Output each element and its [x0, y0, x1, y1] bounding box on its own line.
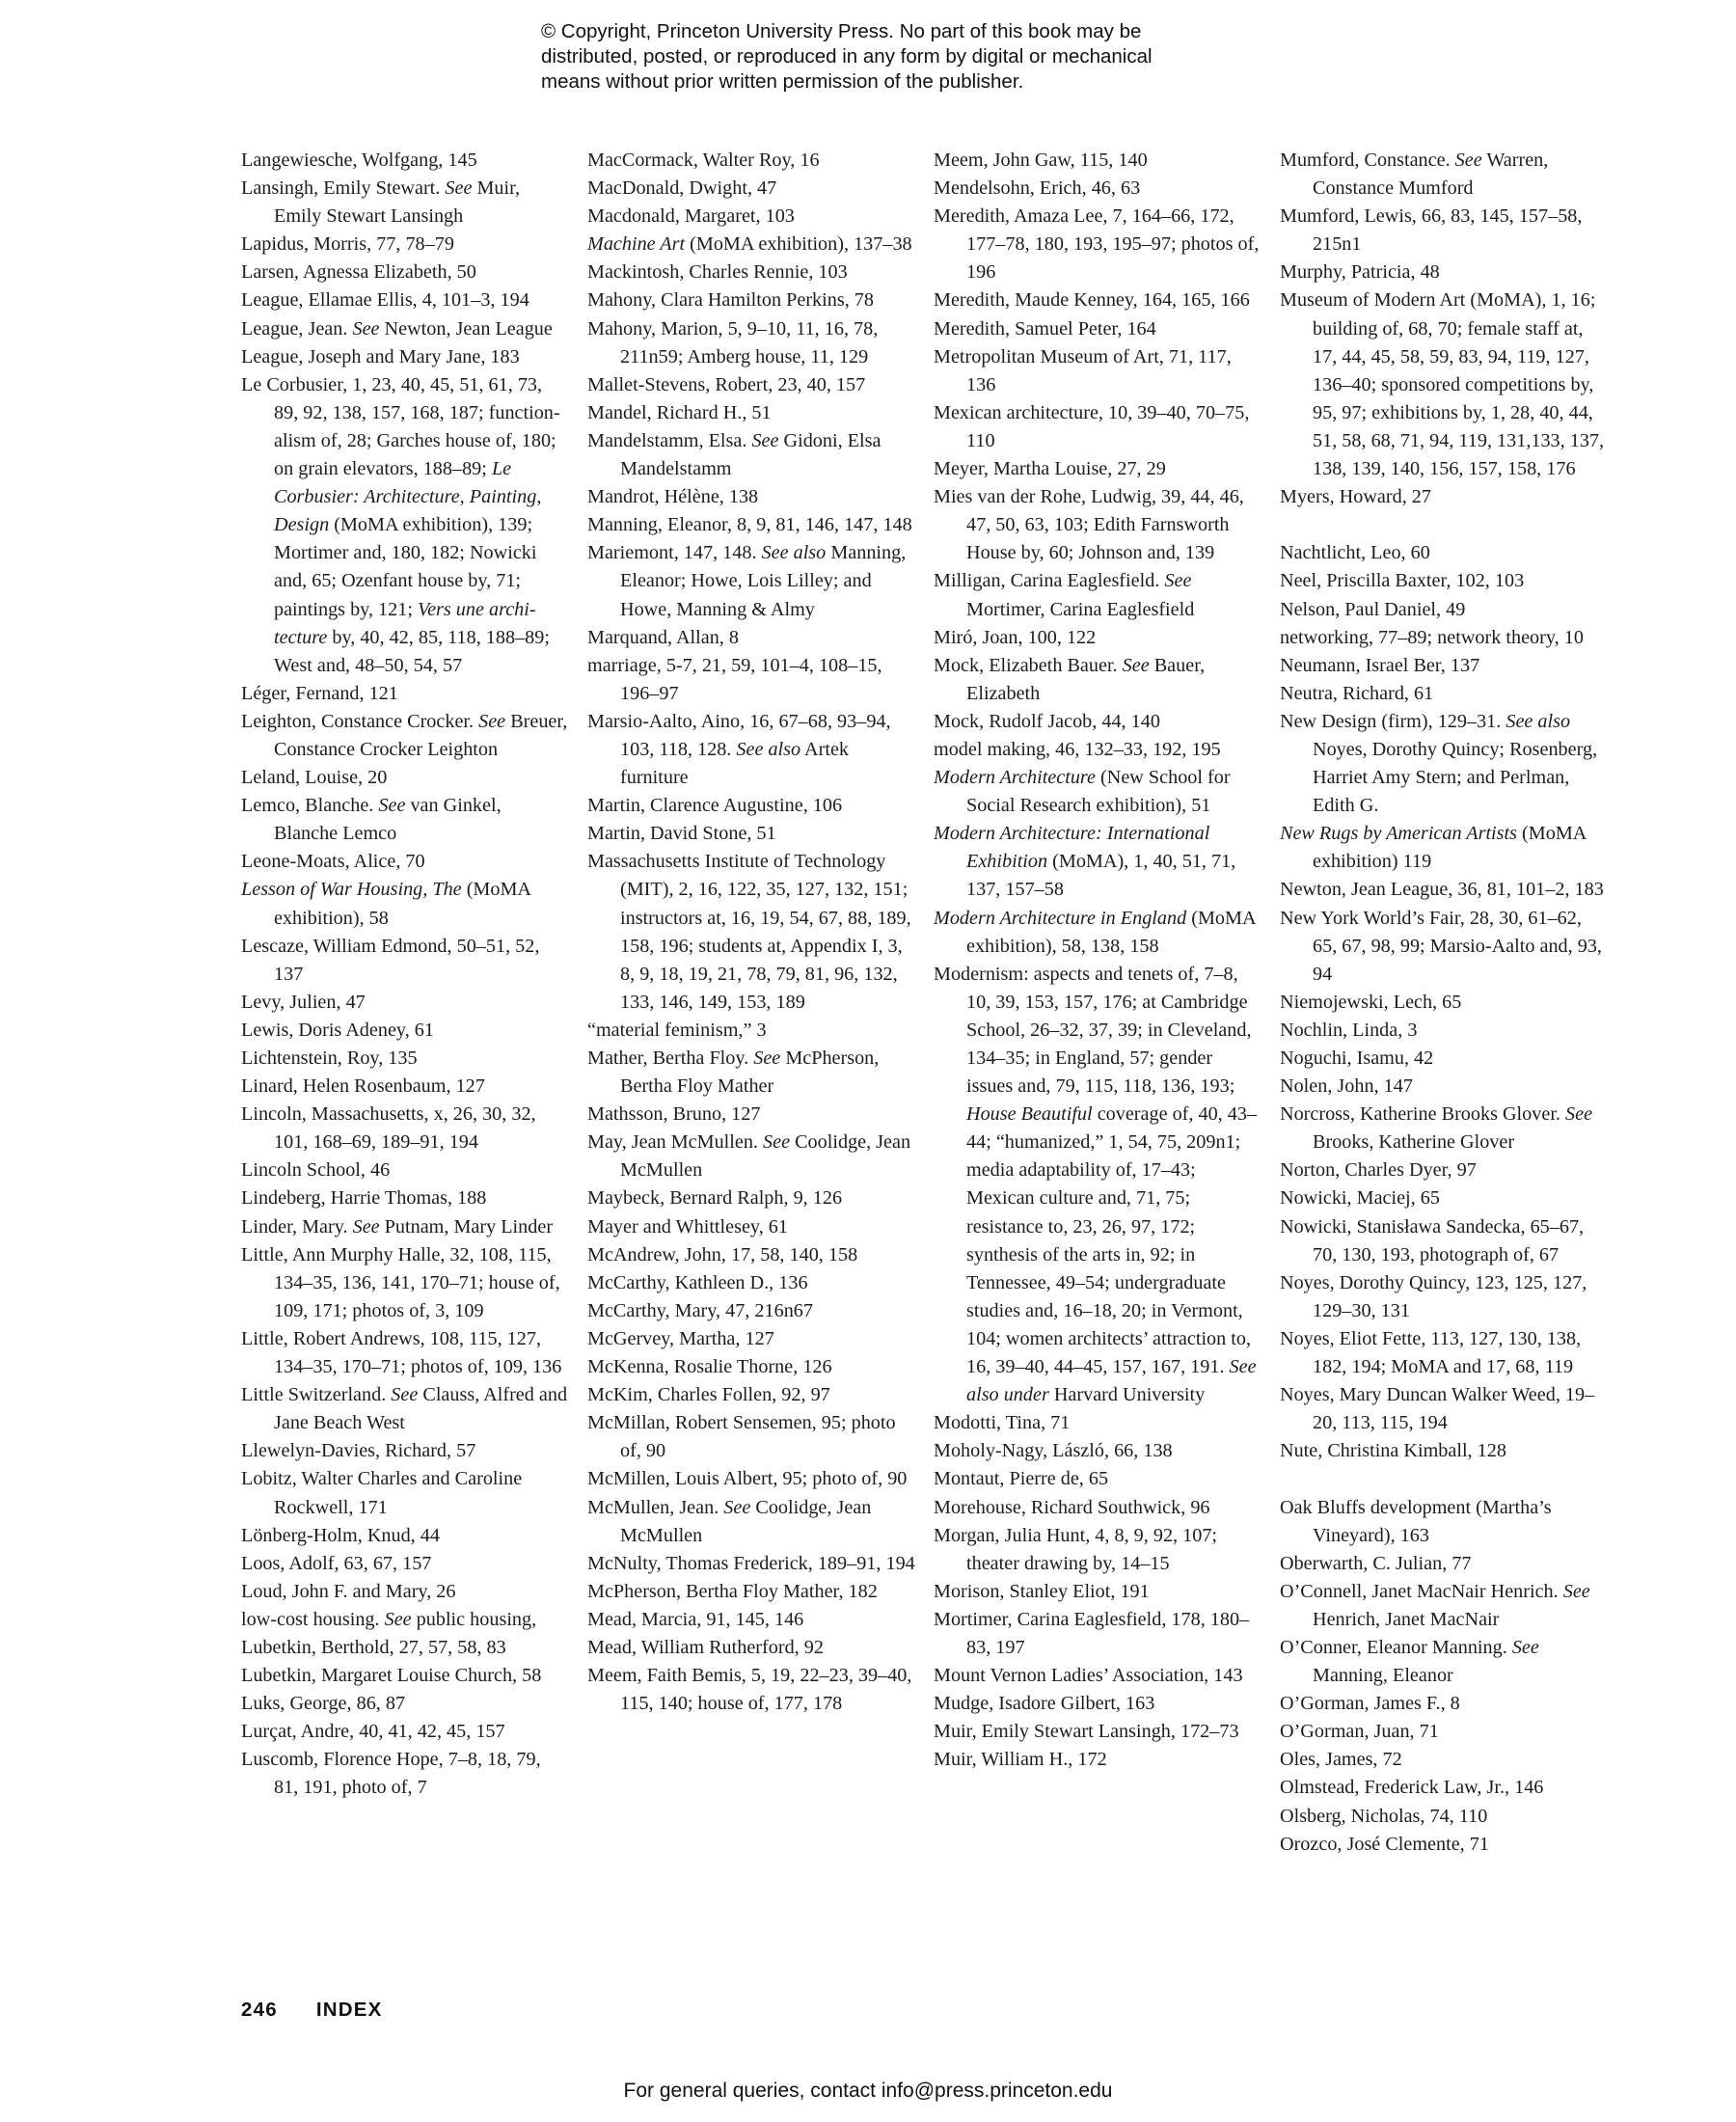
index-entry: Lescaze, William Edmond, 50–51, 52, 137 — [241, 935, 540, 985]
index-entry: Leone-Moats, Alice, 70 — [241, 851, 425, 873]
index-entry: Mendelsohn, Erich, 46, 63 — [934, 177, 1141, 200]
index-entry: Norcross, Katherine Brooks Glover. See Brooks, Katherine Glover — [1280, 1103, 1593, 1154]
index-entry: MacCormack, Walter Roy, 16 — [587, 150, 820, 171]
index-entry: Milligan, Carina Eaglesfield. See Mortimer, Carina Eaglesfield — [934, 570, 1195, 620]
index-entry: Le Corbusier, 1, 23, 40, 45, 51, 61, 73, 89, 92, 138, 157, 168, 187; functionalism of, 28; Garches house of, 180; on grain elevators, 188–89; Le Corbusier: Architecture, Painting, Design (MoMA exhibition), 139; Mortimer and, 180, 182; Nowicki and, 65; Ozenfant house by, 71; paintings by, 121; Vers une architecture by, 40, 42, 85, 118, 188–89; West and, 48–50, 54, 57 — [241, 373, 560, 676]
index-entry: Morgan, Julia Hunt, 4, 8, 9, 92, 107; theater drawing by, 14–15 — [934, 1524, 1218, 1574]
index-entry: Oak Bluffs development (Martha’s Vineyard), 163 — [1280, 1496, 1552, 1546]
index-entry: Lemco, Blanche. See van Ginkel, Blanche Lemco — [241, 795, 502, 845]
copyright-line: means without prior written permission of the publisher. — [541, 70, 1024, 93]
index-entry: Modern Architecture: International Exhibition (MoMA), 1, 40, 51, 71, 137, 157–58 — [934, 823, 1236, 901]
index-entry: Mies van der Rohe, Ludwig, 39, 44, 46, 47, 50, 63, 103; Edith Farnsworth House by, 60; Johnson and, 139 — [934, 486, 1244, 564]
index-entry: McKenna, Rosalie Thorne, 126 — [587, 1356, 832, 1378]
index-entry: Lönberg-Holm, Knud, 44 — [241, 1524, 440, 1546]
index-entry: Marquand, Allan, 8 — [587, 626, 739, 648]
copyright-notice — [541, 19, 1235, 95]
index-entry: Niemojewski, Lech, 65 — [1280, 991, 1462, 1013]
index-entry: Loud, John F. and Mary, 26 — [241, 1580, 456, 1602]
index-entry: Neumann, Israel Ber, 137 — [1280, 654, 1480, 676]
index-entry: Oberwarth, C. Julian, 77 — [1280, 1552, 1472, 1574]
index-entry: O’Gorman, Juan, 71 — [1280, 1721, 1439, 1743]
page-folio — [241, 1999, 382, 2022]
index-column — [587, 147, 915, 1718]
copyright-line: distributed, posted, or reproduced in any form by digital or mechanical — [541, 45, 1153, 68]
index-entry: Montaut, Pierre de, 65 — [934, 1468, 1109, 1490]
index-entry: Marsio-Aalto, Aino, 16, 67–68, 93–94, 103, 118, 128. See also Artek furniture — [587, 710, 891, 789]
index-entry: Muir, Emily Stewart Lansingh, 172–73 — [934, 1721, 1239, 1743]
index-entry: Mead, Marcia, 91, 145, 146 — [587, 1608, 804, 1630]
index-entry: Meem, John Gaw, 115, 140 — [934, 150, 1148, 171]
index-entry: McAndrew, John, 17, 58, 140, 158 — [587, 1243, 858, 1265]
index-entry: MacDonald, Dwight, 47 — [587, 177, 777, 200]
index-entry: Lubetkin, Margaret Louise Church, 58 — [241, 1665, 542, 1687]
index-entry: Langewiesche, Wolfgang, 145 — [241, 150, 477, 171]
index-entry: Llewelyn-Davies, Richard, 57 — [241, 1440, 476, 1462]
index-column — [241, 147, 569, 1803]
index-entry: Oles, James, 72 — [1280, 1749, 1402, 1771]
index-entry: Meredith, Maude Kenney, 164, 165, 166 — [934, 289, 1250, 312]
index-entry: Meredith, Amaza Lee, 7, 164–66, 172, 177–78, 180, 193, 195–97; photos of, 196 — [934, 205, 1260, 284]
index-entry: Mahony, Marion, 5, 9–10, 11, 16, 78, 211n59; Amberg house, 11, 129 — [587, 317, 879, 367]
index-entry: Mandrot, Hélène, 138 — [587, 486, 759, 508]
index-entry: Mandel, Richard H., 51 — [587, 401, 772, 423]
index-entry: Nelson, Paul Daniel, 49 — [1280, 598, 1466, 620]
index-entry: Lincoln School, 46 — [241, 1159, 391, 1182]
index-entry: Leighton, Constance Crocker. See Breuer, Constance Crocker Leighton — [241, 710, 568, 760]
index-entry: Machine Art (MoMA exhibition), 137–38 — [587, 233, 912, 256]
index-entry: McGervey, Martha, 127 — [587, 1327, 774, 1349]
index-entry: Maybeck, Bernard Ralph, 9, 126 — [587, 1187, 843, 1210]
index-entry: Luscomb, Florence Hope, 7–8, 18, 79, 81, 191, photo of, 7 — [241, 1749, 541, 1799]
index-entry: model making, 46, 132–33, 192, 195 — [934, 738, 1221, 760]
page-number: 246 — [241, 1999, 278, 2021]
index-entry: Murphy, Patricia, 48 — [1280, 261, 1440, 284]
index-columns — [0, 147, 1736, 1912]
index-entry: Mount Vernon Ladies’ Association, 143 — [934, 1665, 1243, 1687]
index-entry: McCarthy, Mary, 47, 216n67 — [587, 1299, 813, 1321]
index-entry: New York World’s Fair, 28, 30, 61–62, 65, 67, 98, 99; Marsio-Aalto and, 93, 94 — [1280, 907, 1602, 985]
index-entry: Martin, David Stone, 51 — [587, 823, 776, 845]
index-entry: Mumford, Lewis, 66, 83, 145, 157–58, 215n1 — [1280, 205, 1583, 256]
index-entry: League, Joseph and Mary Jane, 183 — [241, 345, 520, 367]
index-entry: Linard, Helen Rosenbaum, 127 — [241, 1075, 485, 1098]
index-entry: Modern Architecture in England (MoMA exhibition), 58, 138, 158 — [934, 907, 1256, 957]
index-entry: Nowicki, Stanisława Sandecka, 65–67, 70, 130, 193, photograph of, 67 — [1280, 1215, 1585, 1265]
index-entry: Mandelstamm, Elsa. See Gidoni, Elsa Mandelstamm — [587, 429, 882, 480]
index-entry: Neel, Priscilla Baxter, 102, 103 — [1280, 570, 1525, 592]
index-entry: Nowicki, Maciej, 65 — [1280, 1187, 1440, 1210]
index-entry: Mock, Elizabeth Bauer. See Bauer, Elizabeth — [934, 654, 1206, 704]
index-entry: May, Jean McMullen. See Coolidge, Jean McMullen — [587, 1131, 911, 1182]
index-entry: New Rugs by American Artists (MoMA exhibition) 119 — [1280, 823, 1587, 873]
index-entry: Lobitz, Walter Charles and Caroline Rockwell, 171 — [241, 1468, 523, 1518]
index-section-gap — [1280, 1465, 1608, 1493]
index-entry: O’Gorman, James F., 8 — [1280, 1693, 1460, 1715]
index-entry: Mariemont, 147, 148. See also Manning, Eleanor; Howe, Lois Lilley; and Howe, Manning & Almy — [587, 542, 907, 620]
index-entry: Neutra, Richard, 61 — [1280, 682, 1434, 704]
index-entry: New Design (firm), 129–31. See also Noyes, Dorothy Quincy; Rosenberg, Harriet Amy Stern; and Perlman, Edith G. — [1280, 710, 1598, 817]
index-entry: League, Jean. See Newton, Jean League — [241, 317, 553, 340]
index-entry: Loos, Adolf, 63, 67, 157 — [241, 1552, 432, 1574]
index-entry: Modernism: aspects and tenets of, 7–8, 10, 39, 153, 157, 176; at Cambridge School, 26–32, 37, 39; in Cleveland, 134–35; in England, 57; gender issues and, 79, 115, 118, 136, 193; House Beautiful coverage of, 40, 43–44; “humanized,” 1, 54, 75, 209n1; media adaptability of, 17–43; Mexican culture and, 71, 75; resistance to, 23, 26, 97, 172; synthesis of the arts in, 92; in Tennessee, 49–54; undergraduate studies and, 16–18, 20; in Vermont, 104; women architects’ attraction to, 16, 39–40, 44–45, 157, 167, 191. See also under Harvard University — [934, 963, 1258, 1406]
index-entry: Noyes, Mary Duncan Walker Weed, 19–20, 113, 115, 194 — [1280, 1384, 1595, 1434]
index-entry: Moholy-Nagy, László, 66, 138 — [934, 1440, 1173, 1462]
index-entry: Lansingh, Emily Stewart. See Muir, Emily Stewart Lansingh — [241, 177, 521, 228]
index-entry: McMillan, Robert Sensemen, 95; photo of, 90 — [587, 1412, 896, 1462]
index-entry: “material feminism,” 3 — [587, 1019, 767, 1041]
index-entry: Mahony, Clara Hamilton Perkins, 78 — [587, 289, 874, 312]
index-entry: Lubetkin, Berthold, 27, 57, 58, 83 — [241, 1636, 506, 1658]
index-entry: O’Conner, Eleanor Manning. See Manning, Eleanor — [1280, 1636, 1539, 1687]
index-entry: Metropolitan Museum of Art, 71, 117, 136 — [934, 345, 1232, 395]
index-entry: McCarthy, Kathleen D., 136 — [587, 1271, 808, 1293]
index-entry: McMullen, Jean. See Coolidge, Jean McMullen — [587, 1496, 872, 1546]
index-entry: Mortimer, Carina Eaglesfield, 178, 180–83, 197 — [934, 1608, 1250, 1658]
index-entry: Lincoln, Massachusetts, x, 26, 30, 32, 101, 168–69, 189–91, 194 — [241, 1103, 536, 1154]
index-entry: Nachtlicht, Leo, 60 — [1280, 542, 1430, 564]
index-entry: Mather, Bertha Floy. See McPherson, Bertha Floy Mather — [587, 1047, 880, 1098]
index-entry: Manning, Eleanor, 8, 9, 81, 146, 147, 148 — [587, 514, 912, 536]
index-entry: low-cost housing. See public housing, — [241, 1608, 537, 1630]
index-entry: Lesson of War Housing, The (MoMA exhibition), 58 — [241, 879, 530, 929]
index-entry: McMillen, Louis Albert, 95; photo of, 90 — [587, 1468, 908, 1490]
contact-footer: For general queries, contact info@press.princeton.edu — [623, 2080, 1113, 2102]
index-entry: Meyer, Martha Louise, 27, 29 — [934, 458, 1166, 480]
section-title: INDEX — [315, 1999, 383, 2021]
index-entry: Lewis, Doris Adeney, 61 — [241, 1019, 434, 1041]
index-column — [934, 147, 1261, 1774]
index-section-gap — [1280, 511, 1608, 539]
index-entry: networking, 77–89; network theory, 10 — [1280, 626, 1584, 648]
index-entry: Newton, Jean League, 36, 81, 101–2, 183 — [1280, 879, 1604, 901]
index-entry: Nute, Christina Kimball, 128 — [1280, 1440, 1506, 1462]
index-entry: Morison, Stanley Eliot, 191 — [934, 1580, 1150, 1602]
index-entry: Noyes, Dorothy Quincy, 123, 125, 127, 129–30, 131 — [1280, 1271, 1587, 1321]
index-entry: Luks, George, 86, 87 — [241, 1693, 406, 1715]
index-entry: Lurçat, Andre, 40, 41, 42, 45, 157 — [241, 1721, 505, 1743]
index-entry: Lichtenstein, Roy, 135 — [241, 1047, 418, 1069]
index-entry: Levy, Julien, 47 — [241, 991, 366, 1013]
index-entry: Nochlin, Linda, 3 — [1280, 1019, 1418, 1041]
index-entry: Norton, Charles Dyer, 97 — [1280, 1159, 1477, 1182]
index-entry: marriage, 5-7, 21, 59, 101–4, 108–15, 196–97 — [587, 654, 882, 704]
index-entry: Mayer and Whittlesey, 61 — [587, 1215, 788, 1238]
index-entry: Muir, William H., 172 — [934, 1749, 1107, 1771]
index-entry: Mexican architecture, 10, 39–40, 70–75, 110 — [934, 401, 1250, 451]
index-entry: Miró, Joan, 100, 122 — [934, 626, 1097, 648]
index-entry: Olmstead, Frederick Law, Jr., 146 — [1280, 1777, 1544, 1799]
index-entry: Museum of Modern Art (MoMA), 1, 16; building of, 68, 70; female staff at, 17, 44, 45, 58, 59, 83, 94, 119, 127, 136–40; sponsored competitions by, 95, 97; exhibitions by, 1, 28, 40, 44, 51, 58, 68, 71, 94, 119, 131,133, 137, 138, 139, 140, 156, 157, 158, 176 — [1280, 289, 1605, 480]
index-entry: Modern Architecture (New School for Social Research exhibition), 51 — [934, 767, 1231, 817]
index-entry: Lindeberg, Harrie Thomas, 188 — [241, 1187, 487, 1210]
index-entry: Mackintosh, Charles Rennie, 103 — [587, 261, 848, 284]
index-entry: Little, Robert Andrews, 108, 115, 127, 134–35, 170–71; photos of, 109, 136 — [241, 1327, 562, 1378]
index-entry: Meredith, Samuel Peter, 164 — [934, 317, 1156, 340]
index-entry: Meem, Faith Bemis, 5, 19, 22–23, 39–40, 115, 140; house of, 177, 178 — [587, 1665, 912, 1715]
index-entry: Noguchi, Isamu, 42 — [1280, 1047, 1434, 1069]
index-entry: Olsberg, Nicholas, 74, 110 — [1280, 1805, 1488, 1827]
index-entry: Myers, Howard, 27 — [1280, 486, 1431, 508]
index-entry: O’Connell, Janet MacNair Henrich. See Henrich, Janet MacNair — [1280, 1580, 1590, 1630]
index-entry: Macdonald, Margaret, 103 — [587, 205, 795, 228]
copyright-line: © Copyright, Princeton University Press. No part of this book may be — [541, 20, 1142, 42]
index-entry: Massachusetts Institute of Technology (MIT), 2, 16, 122, 35, 127, 132, 151; instructors at, 16, 19, 54, 67, 88, 189, 158, 196; students at, Appendix I, 3, 8, 9, 18, 19, 21, 78, 79, 81, 96, 132, 133, 146, 149, 153, 189 — [587, 851, 911, 1013]
index-entry: Léger, Fernand, 121 — [241, 682, 398, 704]
index-entry: League, Ellamae Ellis, 4, 101–3, 194 — [241, 289, 529, 312]
index-entry: Morehouse, Richard Southwick, 96 — [934, 1496, 1210, 1518]
index-column — [1280, 147, 1608, 1859]
index-entry: Leland, Louise, 20 — [241, 767, 388, 789]
index-entry: Orozco, José Clemente, 71 — [1280, 1833, 1489, 1855]
index-entry: Larsen, Agnessa Elizabeth, 50 — [241, 261, 476, 284]
index-entry: Linder, Mary. See Putnam, Mary Linder — [241, 1215, 554, 1238]
index-entry: Modotti, Tina, 71 — [934, 1412, 1071, 1434]
index-entry: McNulty, Thomas Frederick, 189–91, 194 — [587, 1552, 915, 1574]
index-entry: McKim, Charles Follen, 92, 97 — [587, 1384, 830, 1406]
index-entry: Mock, Rudolf Jacob, 44, 140 — [934, 710, 1160, 732]
index-entry: McPherson, Bertha Floy Mather, 182 — [587, 1580, 878, 1602]
index-entry: Mudge, Isadore Gilbert, 163 — [934, 1693, 1155, 1715]
index-entry: Lapidus, Morris, 77, 78–79 — [241, 233, 454, 256]
index-entry: Nolen, John, 147 — [1280, 1075, 1413, 1098]
index-entry: Mumford, Constance. See Warren, Constance Mumford — [1280, 150, 1549, 200]
index-entry: Little, Ann Murphy Halle, 32, 108, 115, 134–35, 136, 141, 170–71; house of, 109, 171; photos of, 3, 109 — [241, 1243, 560, 1321]
index-entry: Mallet-Stevens, Robert, 23, 40, 157 — [587, 373, 866, 395]
index-entry: Mead, William Rutherford, 92 — [587, 1636, 824, 1658]
index-entry: Martin, Clarence Augustine, 106 — [587, 795, 843, 817]
index-entry: Mathsson, Bruno, 127 — [587, 1103, 761, 1126]
index-entry: Noyes, Eliot Fette, 113, 127, 130, 138, 182, 194; MoMA and 17, 68, 119 — [1280, 1327, 1582, 1378]
index-entry: Little Switzerland. See Clauss, Alfred and Jane Beach West — [241, 1384, 568, 1434]
